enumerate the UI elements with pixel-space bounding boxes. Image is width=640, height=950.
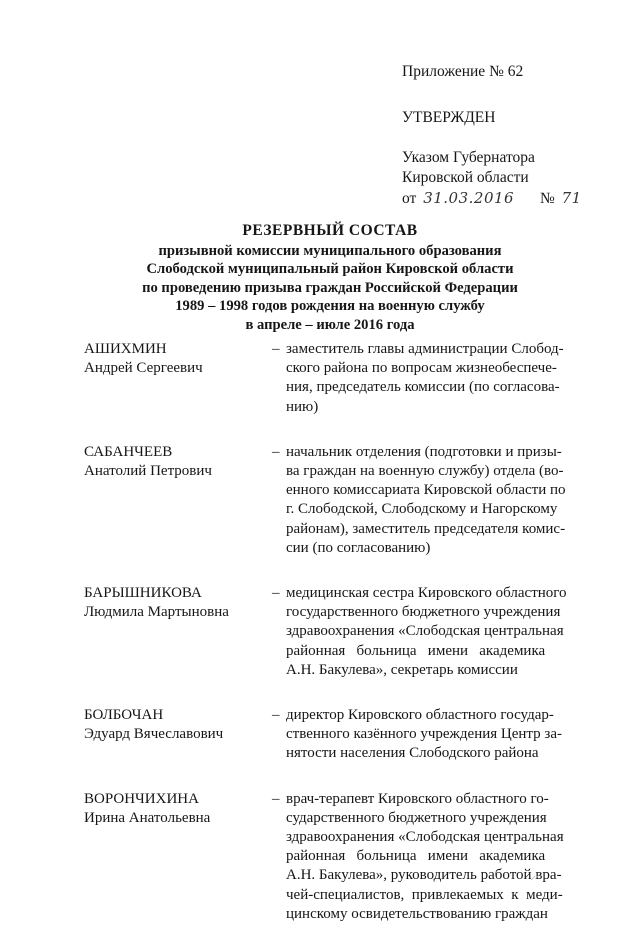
role-line: нятости населения Слободского района [286, 745, 539, 762]
role-line: директор Кировского областного государ- [286, 707, 554, 724]
title-line: призывной комиссии муниципального образования [158, 242, 502, 259]
handwritten-number: 71 [561, 189, 582, 207]
document-title [70, 222, 590, 335]
member-entry [84, 340, 604, 417]
number-label: № [539, 190, 555, 207]
role-line: здравоохранения «Слободская центральная [286, 623, 564, 640]
title-line: 1989 – 1998 годов рождения на военную службу [175, 298, 485, 315]
member-given-name: Эдуард Вячеславович [84, 726, 224, 743]
role-line: А.Н. Бакулева», секретарь комиссии [286, 661, 518, 678]
member-entry [84, 790, 604, 924]
role-line: нию) [286, 398, 319, 415]
member-dash: – [272, 585, 280, 602]
member-given-name: Ирина Анатольевна [84, 809, 211, 826]
title-line: в апреле – июле 2016 года [245, 316, 415, 333]
role-line: здравоохранения «Слободская центральная [286, 829, 564, 846]
member-given-name: Анатолий Петрович [84, 463, 212, 480]
member-role [286, 443, 576, 558]
role-line: сии (по согласованию) [286, 539, 431, 556]
title-main: РЕЗЕРВНЫЙ СОСТАВ [242, 222, 418, 239]
member-entry [84, 584, 604, 680]
decree-line-1: Указом Губернатора [402, 149, 535, 166]
role-line: начальник отделения (подготовки и призы- [286, 443, 562, 460]
member-dash: – [272, 790, 280, 807]
scan-speck-mark [530, 872, 542, 882]
member-name [84, 584, 274, 680]
member-surname: АШИХМИН [84, 341, 167, 357]
member-list [84, 340, 604, 950]
member-entry [84, 443, 604, 558]
member-role [286, 706, 576, 764]
decree-line-2: Кировской области [402, 169, 529, 186]
handwritten-date: 31.03.2016 [423, 189, 515, 207]
role-line: ния, председатель комиссии (по согласова- [286, 379, 560, 396]
role-line: г. Слободской, Слободскому и Нагорскому [286, 501, 558, 518]
member-dash: – [272, 707, 280, 724]
appendix-label: Приложение № 62 [402, 63, 524, 80]
role-line: государственного бюджетного учреждения [286, 604, 561, 621]
member-role [286, 340, 576, 417]
title-line: по проведению призыва граждан Российской Федерации [142, 279, 518, 296]
role-line: заместитель главы администрации Слобод- [286, 341, 564, 357]
role-line: медицинская сестра Кировского областного [286, 585, 567, 602]
role-line: районам), заместитель председателя комис- [286, 520, 566, 537]
approval-block [402, 62, 622, 209]
role-line: сударственного бюджетного учреждения [286, 809, 547, 826]
member-role [286, 584, 576, 680]
member-given-name: Андрей Сергеевич [84, 360, 203, 377]
role-line: ственного казённого учреждения Центр за- [286, 726, 562, 743]
member-dash: – [272, 443, 280, 460]
member-name [84, 340, 274, 417]
member-entry [84, 706, 604, 764]
member-surname: ВОРОНЧИХИНА [84, 790, 199, 807]
member-surname: БОЛБОЧАН [84, 707, 164, 724]
role-line: енного комиссариата Кировской области по [286, 482, 566, 499]
role-line: ского района по вопросам жизнеобеспече- [286, 360, 557, 377]
role-line: районная больница имени академика [286, 642, 546, 659]
role-line: районная больница имени академика [286, 848, 546, 865]
member-name [84, 790, 274, 924]
approved-label: УТВЕРЖДЕН [402, 109, 496, 126]
member-dash: – [272, 341, 280, 357]
member-name [84, 443, 274, 558]
date-prefix: от [402, 190, 417, 207]
title-line: Слободской муниципальный район Кировской области [146, 261, 514, 278]
member-surname: САБАНЧЕЕВ [84, 443, 173, 460]
member-surname: БАРЫШНИКОВА [84, 585, 202, 602]
role-line: чей-специалистов, привлекаемых к меди- [286, 886, 563, 903]
member-name [84, 706, 274, 764]
member-role [286, 790, 576, 924]
role-line: ва граждан на военную службу) отдела (во- [286, 463, 564, 480]
role-line: цинскому освидетельствованию граждан [286, 905, 548, 922]
decree-date-line [402, 188, 622, 209]
role-line: А.Н. Бакулева», руководитель работой вра- [286, 867, 562, 884]
member-given-name: Людмила Мартыновна [84, 604, 229, 621]
role-line: врач-терапевт Кировского областного го- [286, 790, 549, 807]
